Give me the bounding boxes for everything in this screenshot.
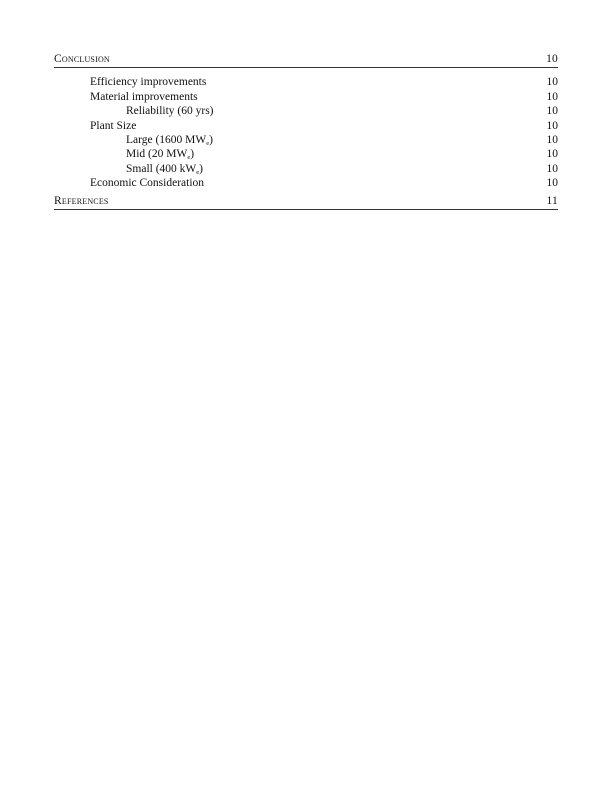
toc-page-number: 10 (546, 177, 558, 190)
toc-section-title: Conclusion (54, 53, 110, 65)
toc-entry-small-plant[interactable] (54, 162, 558, 176)
toc-section-title: References (54, 194, 109, 207)
toc-page-number: 11 (546, 194, 558, 207)
toc-entry-mid-plant[interactable] (54, 147, 558, 161)
toc-entry-title: Economic Consideration (90, 177, 205, 190)
toc-entry-title-close: ) (209, 134, 213, 147)
toc-entry-title-close: ) (199, 162, 204, 175)
toc-page-number: 10 (546, 148, 558, 161)
toc-entry-title: Reliability (60 yrs) (126, 105, 214, 118)
toc-entry-title-text: Small (400 kW (126, 162, 197, 175)
toc-page-number: 10 (546, 105, 558, 118)
toc-entry-title (54, 162, 203, 176)
toc-entry-economic-consideration[interactable] (54, 176, 558, 190)
toc-entry-plant-size[interactable] (54, 119, 558, 133)
toc-entry-reliability[interactable] (54, 104, 558, 118)
toc-entry-title (54, 133, 213, 147)
toc-entry-title-close: ) (190, 148, 195, 161)
toc-section-references[interactable] (54, 194, 558, 210)
toc-entry-large-plant[interactable] (54, 133, 558, 147)
toc-page-number: 10 (546, 162, 558, 175)
toc-entry-title (54, 147, 194, 161)
table-of-contents (54, 52, 558, 210)
toc-page-number: 10 (546, 134, 558, 147)
toc-entry-subscript: e (206, 140, 210, 148)
toc-entry-subscript: e (187, 154, 191, 162)
toc-entry-subscript: e (196, 168, 200, 176)
toc-entry-title: Plant Size (90, 119, 137, 132)
toc-page-number: 10 (546, 76, 558, 89)
toc-entry-title-text: Mid (20 MW (126, 148, 188, 161)
toc-section-conclusion[interactable] (54, 52, 558, 68)
toc-entry-title-text: Large (1600 MW (126, 134, 207, 147)
toc-entry-title: Efficiency improvements (90, 76, 207, 89)
toc-entry-title: Material improvements (90, 90, 198, 103)
toc-entry-material-improvements[interactable] (54, 90, 558, 104)
toc-entry-efficiency-improvements[interactable] (54, 75, 558, 89)
toc-page-number: 10 (546, 90, 558, 103)
toc-page-number: 10 (546, 119, 558, 132)
toc-page-number: 10 (546, 53, 558, 65)
